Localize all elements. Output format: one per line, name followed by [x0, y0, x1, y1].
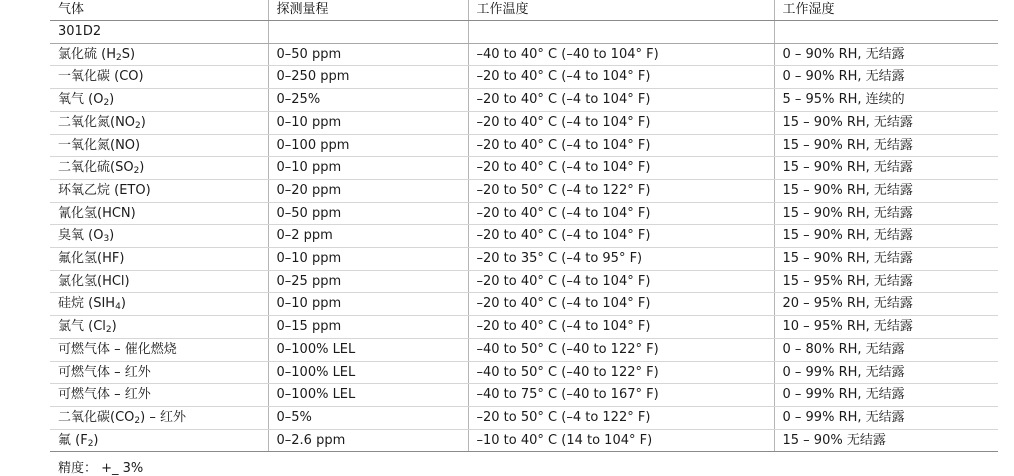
- cell-range: 0–250 ppm: [268, 66, 468, 89]
- cell-temperature: –40 to 75° C (–40 to 167° F): [468, 384, 774, 407]
- model-row: [50, 21, 998, 44]
- cell-gas: 氟 $(F_2)$: [50, 429, 268, 452]
- cell-temperature: –40 to 50° C (–40 to 122° F): [468, 361, 774, 384]
- table-row: [50, 157, 998, 180]
- cell-range: 0–10 ppm: [268, 157, 468, 180]
- cell-humidity: 0 – 99% RH, 无结露: [774, 384, 998, 407]
- table-row: [50, 429, 998, 452]
- table-row: [50, 293, 998, 316]
- cell-humidity: 5 – 95% RH, 连续的: [774, 89, 998, 112]
- table-row: [50, 202, 998, 225]
- cell-humidity: 15 – 95% RH, 无结露: [774, 270, 998, 293]
- cell-gas: 氧气 $(O_2)$: [50, 89, 268, 112]
- cell-humidity: 15 – 90% 无结露: [774, 429, 998, 452]
- cell-range: 0–5%: [268, 406, 468, 429]
- cell-gas: 氯化氢(HCl): [50, 270, 268, 293]
- cell-range: 0–2.6 ppm: [268, 429, 468, 452]
- cell-temperature: –20 to 35° C (–4 to 95° F): [468, 248, 774, 271]
- cell-humidity: 0 – 99% RH, 无结露: [774, 406, 998, 429]
- cell-temperature: –40 to 50° C (–40 to 122° F): [468, 338, 774, 361]
- cell-range: 0–10 ppm: [268, 248, 468, 271]
- cell-temperature: –20 to 40° C (–4 to 104° F): [468, 134, 774, 157]
- cell-gas: 二氧化碳$(CO_2)$ – 红外: [50, 406, 268, 429]
- cell-gas: 氯化硫 $(H_2S)$: [50, 43, 268, 66]
- cell-gas: 氯气 $(Cl_2)$: [50, 316, 268, 339]
- cell-range: 0–50 ppm: [268, 202, 468, 225]
- cell-humidity: 15 – 90% RH, 无结露: [774, 111, 998, 134]
- cell-gas: 氟化氢(HF): [50, 248, 268, 271]
- table-row: [50, 179, 998, 202]
- cell-gas: 氰化氢(HCN): [50, 202, 268, 225]
- cell-gas: 臭氧 $(O_3)$: [50, 225, 268, 248]
- cell-range: 0–100% LEL: [268, 361, 468, 384]
- cell-gas: 可燃气体 – 红外: [50, 384, 268, 407]
- model-number: 301D2: [50, 21, 268, 44]
- header-temperature: 工作温度: [468, 0, 774, 21]
- header-humidity: 工作湿度: [774, 0, 998, 21]
- table-row: [50, 384, 998, 407]
- gas-spec-table: [50, 0, 998, 452]
- cell-range: 0–100% LEL: [268, 384, 468, 407]
- table-row: [50, 134, 998, 157]
- cell-humidity: 15 – 90% RH, 无结露: [774, 248, 998, 271]
- cell-temperature: –40 to 40° C (–40 to 104° F): [468, 43, 774, 66]
- header-gas: 气体: [50, 0, 268, 21]
- accuracy-note: 精度： +_ 3%: [58, 461, 144, 476]
- cell-gas: 一氧化碳 (CO): [50, 66, 268, 89]
- table-row: [50, 111, 998, 134]
- cell-range: 0–15 ppm: [268, 316, 468, 339]
- cell-humidity: 0 – 90% RH, 无结露: [774, 66, 998, 89]
- cell-humidity: 15 – 90% RH, 无结露: [774, 202, 998, 225]
- cell-gas: 二氧化硫$(SO_2)$: [50, 157, 268, 180]
- cell-range: 0–10 ppm: [268, 293, 468, 316]
- table-row: [50, 270, 998, 293]
- cell-humidity: 0 – 80% RH, 无结露: [774, 338, 998, 361]
- cell-temperature: –20 to 50° C (–4 to 122° F): [468, 179, 774, 202]
- cell-range: 0–100% LEL: [268, 338, 468, 361]
- table-row: [50, 225, 998, 248]
- cell-humidity: 20 – 95% RH, 无结露: [774, 293, 998, 316]
- cell-temperature: –20 to 40° C (–4 to 104° F): [468, 89, 774, 112]
- table-header-row: [50, 0, 998, 21]
- cell-humidity: 15 – 90% RH, 无结露: [774, 157, 998, 180]
- table-row: [50, 361, 998, 384]
- cell-range: 0–25 ppm: [268, 270, 468, 293]
- cell-temperature: –20 to 40° C (–4 to 104° F): [468, 202, 774, 225]
- model-empty-cell: [268, 21, 468, 44]
- cell-range: 0–100 ppm: [268, 134, 468, 157]
- cell-gas: 可燃气体 – 催化燃烧: [50, 338, 268, 361]
- cell-gas: 环氧乙烷 (ETO): [50, 179, 268, 202]
- cell-humidity: 10 – 95% RH, 无结露: [774, 316, 998, 339]
- table-row: [50, 89, 998, 112]
- cell-range: 0–10 ppm: [268, 111, 468, 134]
- cell-temperature: –20 to 40° C (–4 to 104° F): [468, 111, 774, 134]
- cell-temperature: –20 to 40° C (–4 to 104° F): [468, 225, 774, 248]
- cell-temperature: –20 to 50° C (–4 to 122° F): [468, 406, 774, 429]
- cell-temperature: –20 to 40° C (–4 to 104° F): [468, 293, 774, 316]
- cell-temperature: –20 to 40° C (–4 to 104° F): [468, 157, 774, 180]
- cell-temperature: –20 to 40° C (–4 to 104° F): [468, 316, 774, 339]
- cell-humidity: 15 – 90% RH, 无结露: [774, 134, 998, 157]
- cell-range: 0–20 ppm: [268, 179, 468, 202]
- cell-gas: 一氧化氮(NO): [50, 134, 268, 157]
- cell-gas: 硅烷 $(SIH_4)$: [50, 293, 268, 316]
- header-range: 探测量程: [268, 0, 468, 21]
- cell-humidity: 15 – 90% RH, 无结露: [774, 179, 998, 202]
- model-empty-cell: [468, 21, 774, 44]
- table-row: [50, 338, 998, 361]
- cell-temperature: –20 to 40° C (–4 to 104° F): [468, 270, 774, 293]
- table-row: [50, 406, 998, 429]
- table-row: [50, 248, 998, 271]
- spec-document: [50, 0, 998, 476]
- cell-range: 0–25%: [268, 89, 468, 112]
- cell-humidity: 0 – 99% RH, 无结露: [774, 361, 998, 384]
- cell-temperature: –20 to 40° C (–4 to 104° F): [468, 66, 774, 89]
- cell-range: 0–50 ppm: [268, 43, 468, 66]
- model-empty-cell: [774, 21, 998, 44]
- cell-range: 0–2 ppm: [268, 225, 468, 248]
- cell-gas: 可燃气体 – 红外: [50, 361, 268, 384]
- table-row: [50, 316, 998, 339]
- cell-humidity: 0 – 90% RH, 无结露: [774, 43, 998, 66]
- table-row: [50, 43, 998, 66]
- table-row: [50, 66, 998, 89]
- cell-humidity: 15 – 90% RH, 无结露: [774, 225, 998, 248]
- cell-gas: 二氧化氮$(NO_2)$: [50, 111, 268, 134]
- cell-temperature: –10 to 40° C (14 to 104° F): [468, 429, 774, 452]
